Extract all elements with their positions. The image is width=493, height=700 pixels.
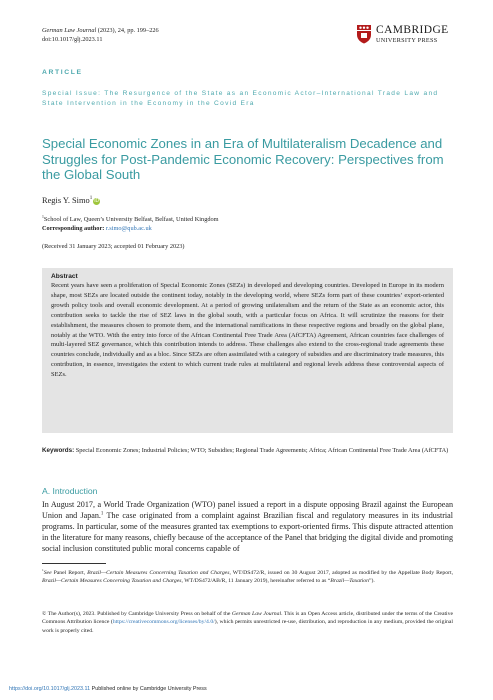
- keywords: [42, 446, 453, 456]
- orcid-icon[interactable]: iD: [94, 198, 100, 204]
- footnote-text-3: , WT/DS472/AB/R, 11 January 2019), hereinafter referred to as “: [181, 578, 331, 585]
- section-heading: A. Introduction: [42, 486, 98, 496]
- footnote-divider: [42, 563, 106, 564]
- copyright-notice: [42, 610, 453, 635]
- author-email-link[interactable]: r.simo@qub.ac.uk: [105, 225, 152, 233]
- special-issue-title: Special Issue: The Resurgence of the State as an Economic Actor–International Trade Law and State Intervention in the Economy in the Covid Era: [42, 90, 439, 107]
- footnote-case-2: Brazil—Certain Measures Concerning Taxation and Charges: [42, 578, 182, 585]
- journal-volume-pages: (2023), 24, pp. 199–226: [96, 27, 159, 34]
- doi-link[interactable]: https://doi.org/10.1017/glj.2023.11: [9, 686, 91, 692]
- keywords-label: Keywords:: [42, 447, 75, 454]
- footnote-text-1: Panel Report,: [51, 570, 88, 576]
- author-line: [42, 196, 100, 205]
- copyright-journal: German Law Journal: [231, 611, 282, 617]
- body-paragraph: [42, 499, 453, 554]
- affiliation-block: [42, 215, 462, 234]
- received-dates: (Received 31 January 2023; accepted 01 February 2023): [42, 243, 185, 250]
- footnote: [42, 569, 453, 586]
- abstract-box: [42, 268, 453, 433]
- footnote-short-name: Brazil—Taxation: [330, 578, 369, 585]
- journal-doi[interactable]: doi:10.1017/glj.2023.11: [42, 36, 103, 43]
- body-text-part-2: The case originated from a complaint against Brazilian fiscal and regulatory measures in its industrial programs. In particular, some of the measures granted tax exemptions to export-oriented firms. This dispute attracted attention in the literature for many reasons, chiefly because of the acceptance of the Panel that bridging the digital divide and promoting social inclusion constituted public moral concerns capable of: [42, 511, 453, 554]
- bottom-bar: [9, 686, 207, 692]
- copyright-text-3: ), which permits unrestricted re-use, distribution, and reproduction in any medium, provided the original work is properly cited.: [42, 619, 453, 634]
- author-affiliation-marker: 1: [89, 196, 93, 202]
- author-name: Regis Y. Simo: [42, 196, 90, 205]
- journal-name: German Law Journal: [42, 27, 97, 34]
- keywords-text: Special Economic Zones; Industrial Policies; WTO; Subsidies; Regional Trade Agreements; Africa; African Continental Free Trade Area (AfCFTA): [75, 447, 449, 454]
- published-online-text: Published online by Cambridge University Press: [90, 686, 207, 692]
- article-type: ARTICLE: [42, 69, 83, 76]
- footnote-case-1: Brazil—Certain Measures Concerning Taxation and Charges: [87, 570, 230, 576]
- shield-icon: [356, 24, 372, 44]
- affiliation-marker: 1: [42, 214, 44, 219]
- affiliation-text: School of Law, Queen’s University Belfast, Belfast, United Kingdom: [43, 216, 219, 223]
- footnote-ref[interactable]: 1: [100, 511, 104, 517]
- footnote-text-2: , WT/DS472/R, issued on 30 August 2017, adopted as modified by the Appellate Body Report,: [229, 570, 453, 576]
- footnote-marker: 1: [42, 568, 44, 573]
- abstract-heading: Abstract: [51, 273, 78, 280]
- abstract-text: Recent years have seen a proliferation of Special Economic Zones (SEZs) in developed and developing countries. Developed in Europe in its modern shape, most SEZs are located outside the continent today, notably in the developing world, where SEZs form part of these countries’ export-oriented growth policy tools and overall economic development. At a period of growing unilateralism and the return of the State as an economic actor, this contribution seeks to tackle the rise of SEZ laws in the global south, with a particular focus on Africa. It will scrutinize the reasons for their establishment, the measures chosen to promote them, and the international ramifications in these respective regions and broadly on the global plane, notably at the WTO. With the entry into force of the African Continental Free Trade Area (AfCFTA) Agreement, African countries face challenges of multi-layered SEZ governance, which this contribution intends to address. These challenges also extend to the cross-regional trade agreements these countries conclude, individually and as a bloc. Since SEZs are often assimilated with a category of subsidies and are discriminatory trade measures, this contribution, in essence, investigates the extent to which current trade rules at multilateral and regional levels address these controversial aspects of SEZs.: [51, 282, 444, 379]
- footnote-see: See: [43, 570, 52, 576]
- body-text-part-1: In August 2017, a World Trade Organization (WTO) panel issued a report in a dispute opposing Brazil against the European Union and Japan.: [42, 500, 453, 521]
- license-link[interactable]: https://creativecommons.org/licenses/by/4.0/: [112, 619, 215, 626]
- copyright-text-2: . This is an Open Access article, distributed under the terms of the Creative Commons Attribution licence (: [42, 611, 453, 626]
- article-title: Special Economic Zones in an Era of Multilateralism Decadence and Struggles for Post-Pandemic Economic Recovery: Perspectives from the Global South: [42, 136, 444, 183]
- logo-wordmark: CAMBRIDGE: [376, 24, 449, 36]
- corresponding-label: Corresponding author:: [42, 225, 105, 233]
- logo-subtitle: UNIVERSITY PRESS: [376, 37, 438, 44]
- footnote-text-4: ”).: [368, 578, 375, 585]
- cambridge-logo: [356, 24, 452, 50]
- journal-citation: [42, 26, 159, 44]
- copyright-text-1: © The Author(s), 2023. Published by Cambridge University Press on behalf of the: [42, 611, 232, 617]
